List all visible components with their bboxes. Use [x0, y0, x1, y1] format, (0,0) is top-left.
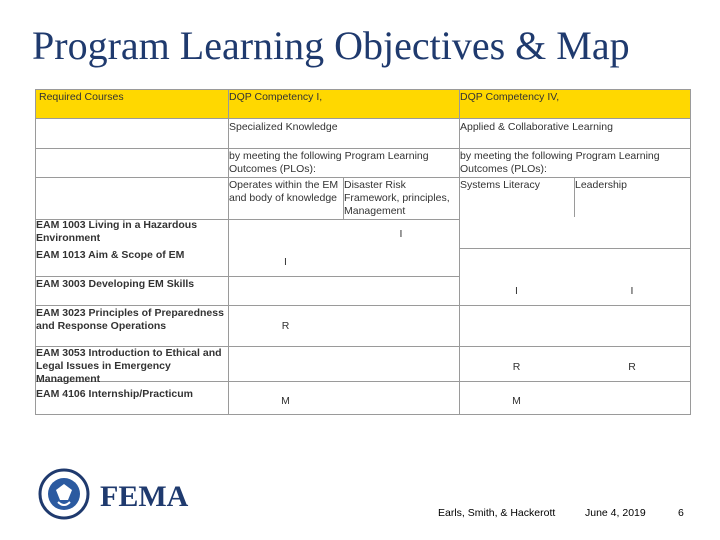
plo-operates-em: Operates within the EM and body of knowledge [229, 179, 339, 204]
mark-3053-leadership: R [628, 361, 636, 373]
header-required-courses: Required Courses [39, 91, 124, 103]
header-dqp-competency-4: DQP Competency IV, [460, 91, 560, 103]
competency-4-name: Applied & Collaborative Learning [460, 121, 613, 133]
competency-1-plo-intro: by meeting the following Program Learning Outcomes (PLOs): [229, 150, 429, 175]
slide-title: Program Learning Objectives & Map [32, 23, 630, 68]
dhs-seal-icon [38, 468, 198, 520]
mark-3023-operates-em: R [281, 320, 290, 332]
mark-3053-systems-literacy: R [512, 361, 521, 373]
plo-systems-literacy: Systems Literacy [460, 179, 540, 191]
mark-4106-systems-literacy: M [512, 395, 521, 407]
footer-page-number: 6 [678, 507, 684, 519]
mark-1013-operates-em: I [284, 256, 287, 268]
course-eam-1003: EAM 1003 Living in a Hazardous Environment [36, 219, 198, 244]
course-eam-4106: EAM 4106 Internship/Practicum [36, 388, 193, 400]
mark-3003-systems-literacy: I [515, 285, 518, 297]
footer-date: June 4, 2019 [585, 507, 646, 519]
fema-logo [38, 468, 198, 520]
course-eam-1013: EAM 1013 Aim & Scope of EM [36, 249, 185, 261]
mark-4106-operates-em: M [281, 395, 290, 407]
plo-leadership: Leadership [575, 179, 627, 191]
plo-disaster-risk: Disaster Risk Framework, principles, Management [344, 179, 450, 217]
competency-4-plo-intro: by meeting the following Program Learning Outcomes (PLOs): [460, 150, 660, 175]
header-dqp-competency-1: DQP Competency I, [229, 91, 323, 103]
plo-map-table [35, 89, 691, 415]
competency-1-name: Specialized Knowledge [229, 121, 338, 133]
mark-3003-leadership: I [630, 285, 634, 297]
course-eam-3003: EAM 3003 Developing EM Skills [36, 278, 195, 290]
footer-authors: Earls, Smith, & Hackerott [438, 507, 556, 519]
mark-1003-disaster-risk: I [399, 228, 403, 240]
course-eam-3053: EAM 3053 Introduction to Ethical and Legal Issues in Emergency Management [36, 347, 222, 385]
course-eam-3023: EAM 3023 Principles of Preparedness and Response Operations [36, 307, 224, 332]
fema-wordmark: FEMA [100, 480, 189, 513]
